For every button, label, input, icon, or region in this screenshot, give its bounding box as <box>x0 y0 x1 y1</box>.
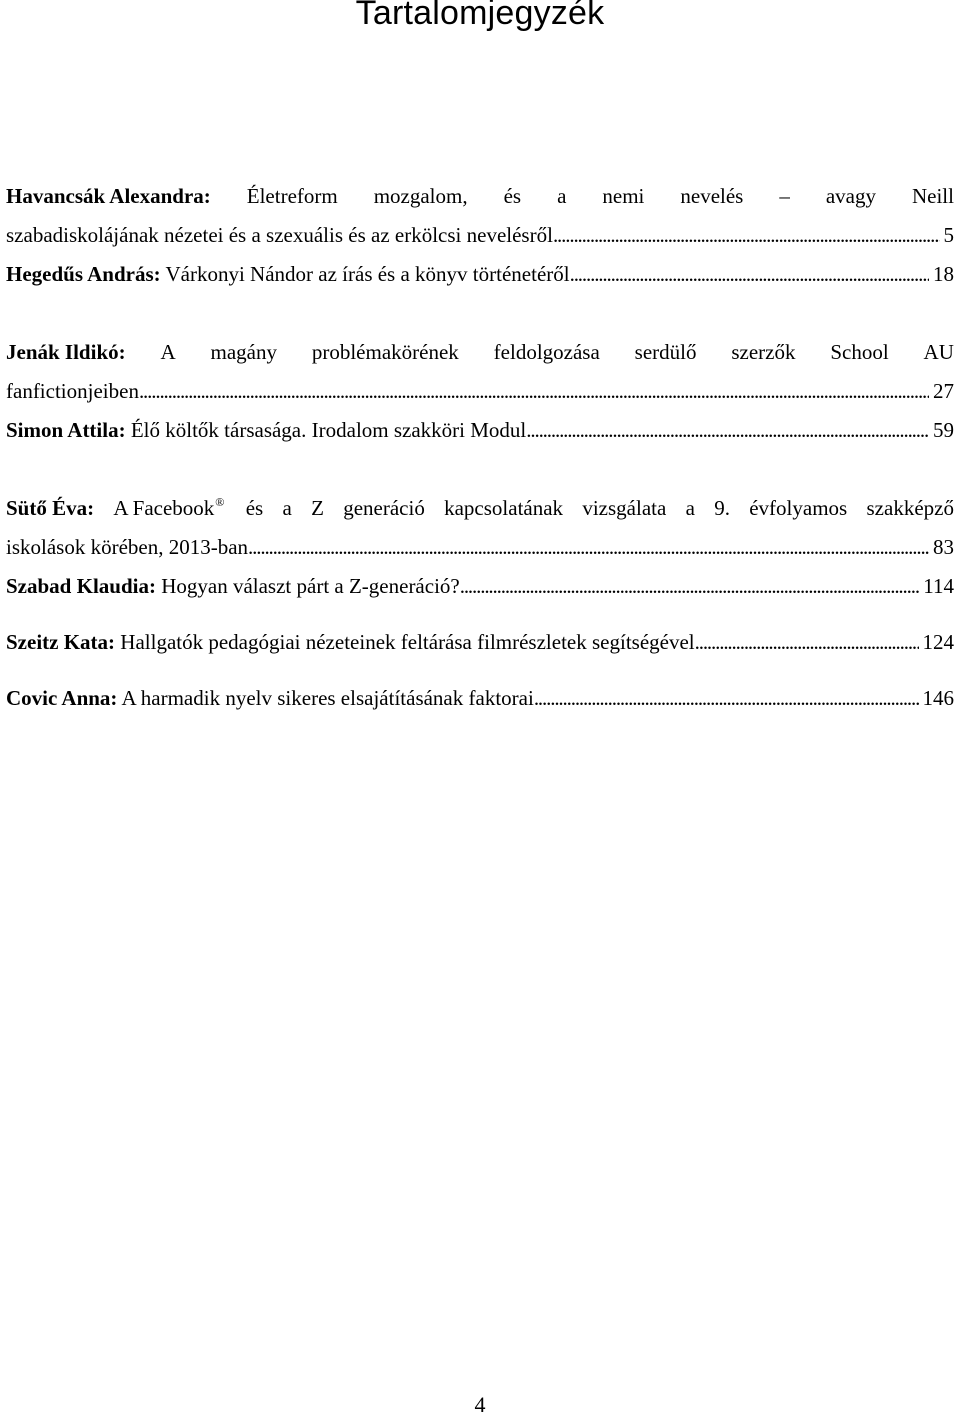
toc-word: serdülő <box>634 340 697 364</box>
toc-word: A Facebook <box>113 496 215 520</box>
toc-word: mozgalom, <box>373 184 468 208</box>
toc-word: avagy <box>825 184 876 208</box>
toc-word: a <box>557 184 567 208</box>
toc-word: AU <box>923 340 954 364</box>
toc-entry-line <box>6 529 954 565</box>
toc-author: Hegedűs András: <box>6 262 161 286</box>
toc-word: A <box>160 340 176 364</box>
toc-entry-line <box>6 334 954 370</box>
toc-word: évfolyamos <box>749 496 848 520</box>
toc-author: Jenák Ildikó: <box>6 340 126 364</box>
dot-leader <box>526 412 929 448</box>
toc-word: Neill <box>911 184 954 208</box>
toc-author: Sütő Éva: <box>6 496 95 520</box>
toc-entry-line <box>6 624 954 660</box>
toc-page-number: 83 <box>933 535 954 559</box>
toc-author: Havancsák Alexandra: <box>6 184 211 208</box>
toc-word: vizsgálata <box>582 496 667 520</box>
toc-word: és <box>503 184 522 208</box>
toc-word: nemi <box>602 184 645 208</box>
toc-entry-line <box>6 680 954 716</box>
toc-entry-line <box>6 412 954 448</box>
toc-title: Élő költők társasága. Irodalom szakköri Modul <box>130 418 527 442</box>
toc-title: fanfictionjeiben <box>6 379 139 403</box>
toc-entry-line <box>6 373 954 409</box>
toc-page-number: 146 <box>922 686 954 710</box>
toc-word: és <box>245 496 264 520</box>
toc-page-number: 27 <box>933 379 954 403</box>
toc-entry-line <box>6 568 954 604</box>
toc-page-number: 18 <box>933 262 954 286</box>
dot-leader <box>534 680 919 716</box>
registered-mark: ® <box>215 495 225 509</box>
toc-page-number: 59 <box>933 418 954 442</box>
toc-word: School <box>830 340 889 364</box>
toc-page-number: 5 <box>943 223 954 247</box>
toc-word: Z <box>311 496 324 520</box>
page-number: 4 <box>474 1392 486 1417</box>
toc-title: szabadiskolájának nézetei és a szexuális és az erkölcsi nevelésről <box>6 223 553 247</box>
dot-leader <box>248 529 929 565</box>
toc-author: Szeitz Kata: <box>6 630 116 654</box>
toc-word: magány <box>210 340 277 364</box>
dot-leader <box>139 373 929 409</box>
toc-word: feldolgozása <box>493 340 600 364</box>
toc-word: szakképző <box>866 496 954 520</box>
toc-title: Hogyan választ párt a Z-generáció? <box>161 574 460 598</box>
dot-leader <box>695 624 919 660</box>
toc-word: problémakörének <box>311 340 459 364</box>
toc-entry-line <box>6 178 954 214</box>
toc-word: a <box>685 496 695 520</box>
toc-word: generáció <box>343 496 425 520</box>
toc-title: Várkonyi Nándor az írás és a könyv történetéről <box>165 262 570 286</box>
toc-author: Szabad Klaudia: <box>6 574 156 598</box>
toc-word: szerzők <box>731 340 796 364</box>
toc-page-number: 124 <box>922 630 954 654</box>
toc-author: Simon Attila: <box>6 418 126 442</box>
toc-title: Hallgatók pedagógiai nézeteinek feltárása filmrészletek segítségével <box>120 630 695 654</box>
dot-leader <box>460 568 920 604</box>
toc-title: iskolások körében, 2013-ban <box>6 535 249 559</box>
toc-word: 9. <box>714 496 730 520</box>
toc-word: a <box>282 496 292 520</box>
toc-word: – <box>779 184 790 208</box>
toc-word: nevelés <box>680 184 744 208</box>
toc-entry-line <box>6 490 954 526</box>
toc-author: Covic Anna: <box>6 686 118 710</box>
toc-word: kapcsolatának <box>444 496 564 520</box>
toc-title: A harmadik nyelv sikeres elsajátításának faktorai <box>121 686 534 710</box>
dot-leader <box>570 256 929 292</box>
toc-entry-line <box>6 217 954 253</box>
toc-word: Életreform <box>246 184 338 208</box>
toc-entry-line <box>6 256 954 292</box>
toc-page-number: 114 <box>923 574 954 598</box>
dot-leader <box>553 217 940 253</box>
page-title: Tartalomjegyzék <box>355 0 605 32</box>
